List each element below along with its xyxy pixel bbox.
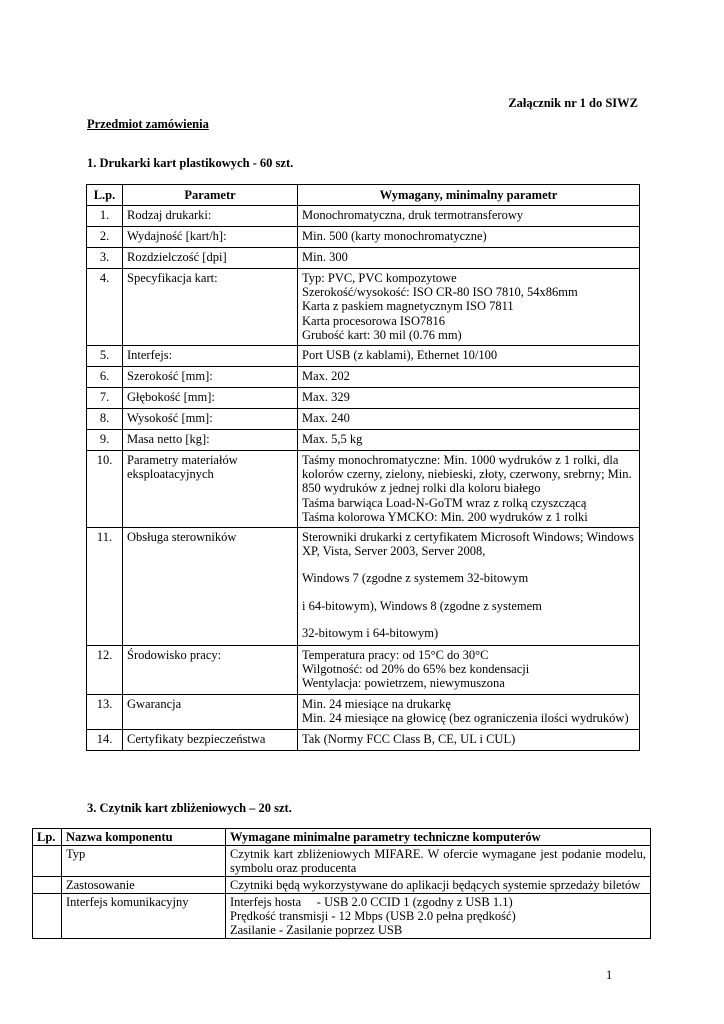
value-line: Min. 500 (karty monochromatyczne) <box>302 229 487 243</box>
table-row <box>87 367 640 388</box>
value-line: Windows 7 (zgodne z systemem 32-bitowym <box>302 571 529 586</box>
value-line: Taśmy monochromatyczne: Min. 1000 wydruków z 1 rolki, dla kolorów czerny, zielony, niebieski, złoty, czerwony, srebrny; Min. 850 wydruków z jednej rolki dla koloru białego <box>302 453 632 496</box>
row-number <box>33 846 62 877</box>
value-line: Temperatura pracy: od 15°C do 30°C <box>302 648 489 662</box>
value-line: Max. 5,5 kg <box>302 432 363 446</box>
row-value <box>226 894 651 939</box>
value-line: Wilgotność: od 20% do 65% bez kondensacji <box>302 662 530 677</box>
value-line: Czytnik kart zbliżeniowych MIFARE. W ofercie wymagane jest podanie modelu, symbolu oraz producenta <box>230 847 646 875</box>
table-row <box>33 877 651 894</box>
row-value <box>226 846 651 877</box>
row-value <box>298 451 640 528</box>
value-line: i 64-bitowym), Windows 8 (zgodne z systemem <box>302 598 542 613</box>
table-header-row <box>33 829 651 846</box>
row-parameter: Parametry materiałów eksploatacyjnych <box>123 451 298 528</box>
column-header-lp: Lp. <box>33 829 62 846</box>
column-header-requirements: Wymagane minimalne parametry techniczne komputerów <box>226 829 651 846</box>
row-value <box>226 877 651 894</box>
value-line: Karta z paskiem magnetycznym ISO 7811 <box>302 299 514 314</box>
table-row <box>33 894 651 939</box>
table-row <box>87 388 640 409</box>
table-row <box>87 248 640 269</box>
value-line: Interfejs hosta - USB 2.0 CCID 1 (zgodny z USB 1.1) <box>230 895 513 909</box>
row-value <box>298 227 640 248</box>
row-parameter: Rodzaj drukarki: <box>123 206 298 227</box>
row-number: 11. <box>87 528 123 646</box>
table-row <box>33 846 651 877</box>
column-header-component: Nazwa komponentu <box>62 829 226 846</box>
table-header-row <box>87 185 640 206</box>
row-value <box>298 646 640 695</box>
value-line: Min. 24 miesiące na drukarkę <box>302 697 451 711</box>
row-parameter: Środowisko pracy: <box>123 646 298 695</box>
row-parameter: Wydajność [kart/h]: <box>123 227 298 248</box>
table-row <box>87 269 640 346</box>
row-parameter: Interfejs: <box>123 346 298 367</box>
row-number: 1. <box>87 206 123 227</box>
row-component: Zastosowanie <box>62 877 226 894</box>
row-parameter: Specyfikacja kart: <box>123 269 298 346</box>
table-row <box>87 730 640 751</box>
value-line: Karta procesorowa ISO7816 <box>302 313 446 328</box>
row-number: 4. <box>87 269 123 346</box>
row-number: 13. <box>87 695 123 730</box>
section-3-title: 3. Czytnik kart zbliżeniowych – 20 szt. <box>87 801 292 815</box>
row-number <box>33 894 62 939</box>
row-value <box>298 248 640 269</box>
value-line: Typ: PVC, PVC kompozytowe <box>302 271 457 285</box>
value-line: Monochromatyczna, druk termotransferowy <box>302 208 524 222</box>
row-parameter: Obsługa sterowników <box>123 528 298 646</box>
value-line: Min. 300 <box>302 250 348 264</box>
attachment-title: Załącznik nr 1 do SIWZ <box>508 96 638 110</box>
value-line: Sterowniki drukarki z certyfikatem Microsoft Windows; Windows XP, Vista, Server 2003, Server 2008, <box>302 530 634 559</box>
row-parameter: Wysokość [mm]: <box>123 409 298 430</box>
column-header-required: Wymagany, minimalny parametr <box>298 185 640 206</box>
table-row <box>87 646 640 695</box>
row-number: 2. <box>87 227 123 248</box>
subject-heading: Przedmiot zamówienia <box>87 117 209 131</box>
row-value <box>298 388 640 409</box>
row-number: 7. <box>87 388 123 409</box>
table-row <box>87 346 640 367</box>
row-value <box>298 206 640 227</box>
row-value <box>298 346 640 367</box>
row-value <box>298 528 640 646</box>
value-line: Prędkość transmisji - 12 Mbps (USB 2.0 pełna prędkość) <box>230 909 516 923</box>
table-row <box>87 227 640 248</box>
row-number: 10. <box>87 451 123 528</box>
value-line: Min. 24 miesiące na głowicę (bez ograniczenia ilości wydruków) <box>302 711 629 726</box>
row-number <box>33 877 62 894</box>
value-line: Max. 240 <box>302 411 350 425</box>
row-value <box>298 269 640 346</box>
row-parameter: Rozdzielczość [dpi] <box>123 248 298 269</box>
column-header-parameter: Parametr <box>123 185 298 206</box>
card-reader-spec-table <box>32 828 651 939</box>
row-number: 3. <box>87 248 123 269</box>
table-row <box>87 695 640 730</box>
row-parameter: Certyfikaty bezpieczeństwa <box>123 730 298 751</box>
column-header-lp: L.p. <box>87 185 123 206</box>
table-row <box>87 430 640 451</box>
row-value <box>298 367 640 388</box>
printer-spec-table <box>86 184 640 751</box>
table-row <box>87 451 640 528</box>
row-number: 14. <box>87 730 123 751</box>
row-value <box>298 695 640 730</box>
row-number: 5. <box>87 346 123 367</box>
value-line: Port USB (z kablami), Ethernet 10/100 <box>302 348 498 362</box>
value-line: 32-bitowym i 64-bitowym) <box>302 625 439 640</box>
row-component: Interfejs komunikacyjny <box>62 894 226 939</box>
value-line: Czytniki będą wykorzystywane do aplikacji będących systemie sprzedaży biletów <box>230 878 641 892</box>
row-number: 12. <box>87 646 123 695</box>
row-parameter: Gwarancja <box>123 695 298 730</box>
row-number: 6. <box>87 367 123 388</box>
section-1-title: 1. Drukarki kart plastikowych - 60 szt. <box>87 156 294 170</box>
row-number: 9. <box>87 430 123 451</box>
row-component: Typ <box>62 846 226 877</box>
row-value <box>298 430 640 451</box>
row-parameter: Masa netto [kg]: <box>123 430 298 451</box>
value-line: Grubość kart: 30 mil (0.76 mm) <box>302 327 462 342</box>
table-row <box>87 528 640 646</box>
value-line: Max. 202 <box>302 369 350 383</box>
value-line: Taśma barwiąca Load-N-GoTM wraz z rolką czyszczącą <box>302 495 587 510</box>
table-row <box>87 409 640 430</box>
value-line: Szerokość/wysokość: ISO CR-80 ISO 7810, 54x86mm <box>302 285 578 300</box>
table-row <box>87 206 640 227</box>
value-line: Tak (Normy FCC Class B, CE, UL i CUL) <box>302 732 516 746</box>
row-value <box>298 730 640 751</box>
page-number: 1 <box>606 968 613 982</box>
row-value <box>298 409 640 430</box>
value-line: Taśma kolorowa YMCKO: Min. 200 wydruków z 1 rolki <box>302 509 588 524</box>
row-number: 8. <box>87 409 123 430</box>
value-line: Wentylacja: powietrzem, niewymuszona <box>302 676 505 691</box>
row-parameter: Głębokość [mm]: <box>123 388 298 409</box>
row-parameter: Szerokość [mm]: <box>123 367 298 388</box>
value-line: Max. 329 <box>302 390 350 404</box>
value-line: Zasilanie - Zasilanie poprzez USB <box>230 923 403 937</box>
